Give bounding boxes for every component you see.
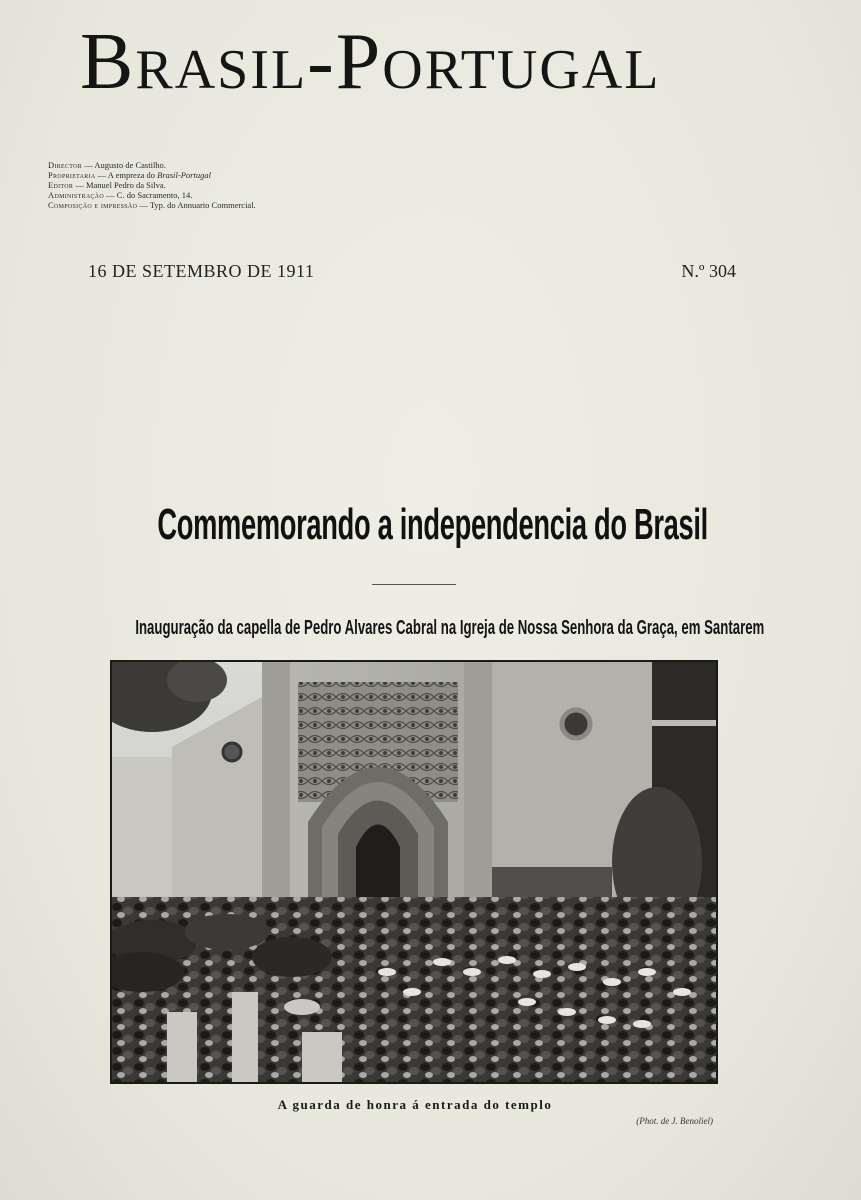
staff-credits <box>48 160 468 210</box>
photo-caption: A guarda de honra á entrada do templo <box>277 1097 553 1112</box>
staff-role: Proprietaria <box>48 170 96 180</box>
article-title: Commemorando a independencia do Brasil <box>157 500 708 549</box>
article-subtitle: Inauguração da capella de Pedro Alvares Cabral na Igreja de Nossa Senhora da Graça, em Santarem <box>135 617 765 639</box>
staff-separator: — <box>104 190 117 200</box>
photo-illustration <box>112 662 716 1082</box>
issue-number: N.º 304 <box>681 261 736 281</box>
staff-separator: — <box>73 180 86 190</box>
masthead-title: Brasil-Portugal <box>80 18 661 106</box>
photo-credit: (Phot. de J. Benoliel) <box>636 1116 713 1126</box>
staff-role: Editor <box>48 180 74 190</box>
staff-line-printing <box>48 200 468 210</box>
staff-role: Administração <box>48 190 105 200</box>
staff-value: Brasil-Portugal <box>157 170 211 180</box>
staff-line-proprietor <box>48 170 468 180</box>
title-divider <box>372 584 456 585</box>
staff-value: Manuel Pedro da Silva. <box>85 180 166 190</box>
staff-role: Director <box>48 160 83 170</box>
staff-separator: — A empreza do <box>95 170 158 180</box>
staff-value: C. do Sacramento, 14. <box>116 190 193 200</box>
staff-value: Augusto de Castilho. <box>94 160 166 170</box>
staff-line-administration <box>48 190 468 200</box>
staff-role: Composição e impressão <box>48 200 138 210</box>
church-crowd-photo <box>110 660 718 1084</box>
issue-date: 16 DE SETEMBRO DE 1911 <box>88 261 315 281</box>
staff-value: Typ. do Annuario Commercial. <box>149 200 256 210</box>
staff-separator: — <box>137 200 150 210</box>
staff-line-editor <box>48 180 468 190</box>
staff-separator: — <box>82 160 95 170</box>
staff-line-director <box>48 160 468 170</box>
